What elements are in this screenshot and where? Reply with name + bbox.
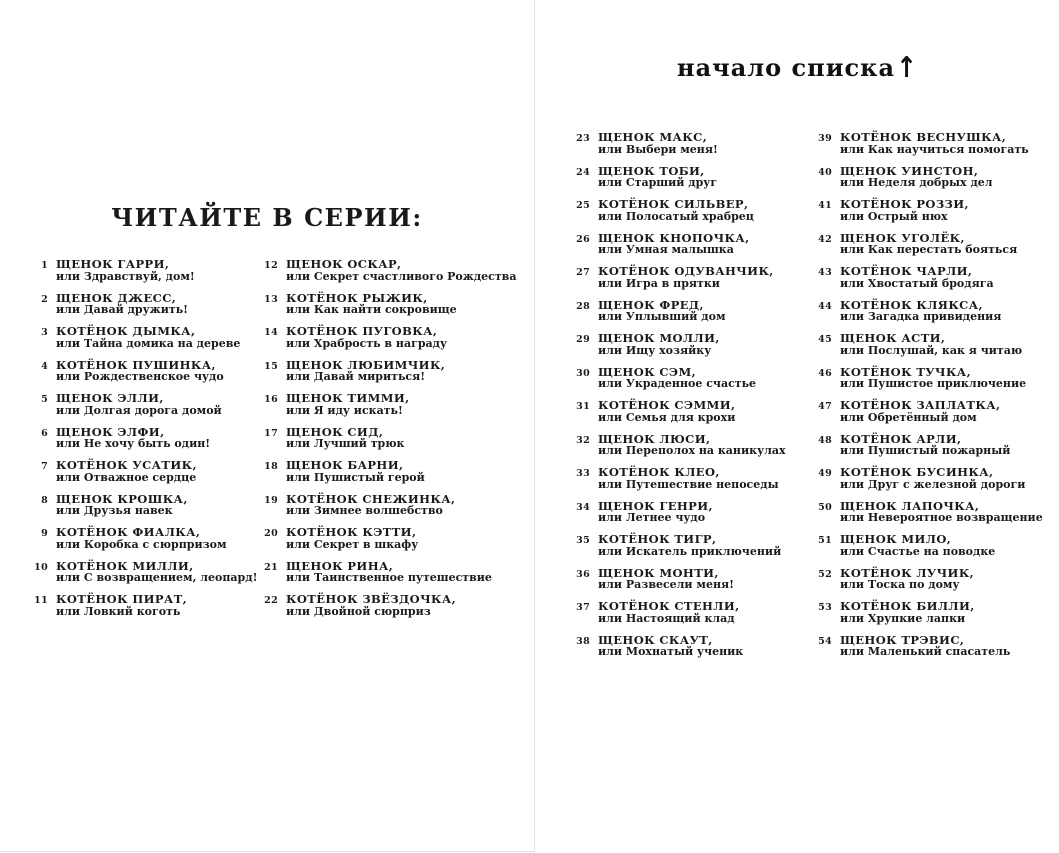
- entry-text: [840, 366, 1057, 391]
- entry-text: [840, 399, 1057, 424]
- series-entry: [812, 265, 1057, 290]
- entry-title: ЩЕНОК УГОЛЁК,: [840, 230, 965, 245]
- entry-number: 32: [576, 434, 590, 446]
- series-entry: [258, 593, 510, 618]
- right-page: [536, 0, 1059, 853]
- entry-subtitle: или Настоящий клад: [598, 611, 735, 625]
- series-entry: [570, 299, 810, 324]
- entry-title: КОТЁНОК ЗВЁЗДОЧКА,: [286, 592, 456, 606]
- entry-title: КОТЁНОК ОДУВАНЧИК,: [598, 264, 774, 278]
- entry-number: 30: [576, 367, 590, 379]
- entry-subtitle: или Острый нюх: [840, 209, 948, 223]
- entry-title: ЩЕНОК СЭМ,: [598, 364, 697, 379]
- entry-text: [598, 198, 810, 223]
- series-entry: [258, 426, 510, 451]
- series-entry: [570, 500, 810, 525]
- entry-text: [840, 433, 1057, 458]
- entry-title: ЩЕНОК ТОБИ,: [598, 163, 705, 178]
- entry-title: ЩЕНОК СКАУТ,: [598, 632, 713, 647]
- entry-title: ЩЕНОК КНОПОЧКА,: [598, 230, 750, 245]
- series-entry: [570, 567, 810, 592]
- entry-number: 1: [41, 260, 48, 271]
- entry-number: 46: [818, 367, 832, 379]
- entry-text: [56, 258, 254, 283]
- entry-subtitle: или Хвостатый бродяга: [840, 276, 994, 290]
- series-entry: [258, 292, 510, 317]
- entry-number: 23: [576, 133, 590, 144]
- entry-number: 6: [41, 427, 48, 439]
- series-entry: [258, 560, 510, 585]
- entry-title: КОТЁНОК ТИГР,: [598, 532, 717, 546]
- entry-text: [56, 359, 254, 384]
- entry-text: [598, 634, 810, 659]
- series-entry: [570, 366, 810, 391]
- entry-text: [598, 567, 810, 592]
- entry-text: [598, 600, 810, 625]
- entry-title: КОТЁНОК ФИАЛКА,: [56, 525, 201, 539]
- entry-number: 15: [264, 360, 278, 372]
- entry-title: КОТЁНОК ДЫМКА,: [56, 324, 196, 338]
- entry-subtitle: или Путешествие непоседы: [598, 477, 779, 491]
- series-entry: [28, 292, 254, 317]
- entry-text: [286, 359, 510, 384]
- entry-text: [56, 392, 254, 417]
- entry-subtitle: или Рождественское чудо: [56, 370, 224, 383]
- entry-text: [840, 232, 1057, 257]
- entry-number: 38: [576, 635, 590, 647]
- entry-subtitle: или Умная малышка: [598, 243, 734, 256]
- entry-title: ЩЕНОК ЭЛЛИ,: [56, 391, 164, 405]
- entry-number: 9: [41, 528, 48, 539]
- entry-title: КОТЁНОК КЛЕО,: [598, 465, 720, 479]
- entry-number: 5: [41, 394, 48, 405]
- entry-number: 21: [264, 561, 278, 573]
- series-entry: [28, 325, 254, 350]
- series-entry: [28, 459, 254, 484]
- entry-title: ЩЕНОК ФРЕД,: [598, 297, 704, 312]
- entry-text: [598, 131, 810, 156]
- series-entry: [570, 165, 810, 190]
- entry-text: [286, 459, 510, 484]
- entry-title: ЩЕНОК ЛЮБИМЧИК,: [286, 357, 446, 372]
- right-page-column-2: [812, 131, 1057, 667]
- entry-text: [840, 634, 1057, 659]
- series-entry: [812, 634, 1057, 659]
- series-entry: [570, 433, 810, 458]
- entry-number: 51: [818, 535, 832, 546]
- entry-subtitle: или Невероятное возвращение: [840, 511, 1043, 524]
- entry-subtitle: или Пушистое приключение: [840, 377, 1027, 390]
- series-entry: [812, 332, 1057, 357]
- entry-title: ЩЕНОК ДЖЕСС,: [56, 290, 177, 305]
- entry-number: 16: [264, 394, 278, 405]
- entry-number: 2: [41, 293, 48, 305]
- entry-text: [598, 466, 810, 491]
- entry-subtitle: или Послушай, как я читаю: [840, 343, 1023, 357]
- entry-number: 50: [818, 501, 832, 513]
- entry-title: ЩЕНОК ТРЭВИС,: [840, 632, 965, 647]
- entry-title: КОТЁНОК ПИРАТ,: [56, 592, 188, 606]
- entry-text: [286, 325, 510, 350]
- entry-title: КОТЁНОК СТЕНЛИ,: [598, 599, 740, 613]
- entry-text: [598, 533, 810, 558]
- series-entry: [812, 232, 1057, 257]
- entry-text: [286, 560, 510, 585]
- series-entry: [570, 131, 810, 156]
- entry-title: ЩЕНОК РИНА,: [286, 558, 394, 573]
- entry-subtitle: или Игра в прятки: [598, 276, 720, 290]
- entry-subtitle: или Не хочу быть один!: [56, 437, 211, 450]
- entry-title: КОТЁНОК КЛЯКСА,: [840, 297, 983, 312]
- entry-title: КОТЁНОК УСАТИК,: [56, 458, 197, 472]
- entry-number: 7: [41, 461, 48, 472]
- entry-text: [840, 466, 1057, 491]
- entry-number: 40: [818, 166, 832, 178]
- entry-number: 36: [576, 568, 590, 580]
- series-entry: [28, 426, 254, 451]
- entry-text: [56, 526, 254, 551]
- entry-number: 43: [818, 267, 832, 278]
- entry-subtitle: или Пушистый герой: [286, 470, 425, 484]
- series-entry: [28, 359, 254, 384]
- entry-number: 14: [264, 327, 278, 338]
- entry-text: [840, 165, 1057, 190]
- entry-text: [840, 500, 1057, 525]
- series-entry: [812, 600, 1057, 625]
- series-entry: [812, 366, 1057, 391]
- entry-subtitle: или Зимнее волшебство: [286, 504, 443, 517]
- entry-subtitle: или Друг с железной дороги: [840, 477, 1026, 491]
- entry-subtitle: или Коробка с сюрпризом: [56, 537, 227, 551]
- series-entry: [570, 634, 810, 659]
- entry-title: КОТЁНОК ЛУЧИК,: [840, 565, 975, 580]
- entry-subtitle: или С возвращением, леопард!: [56, 571, 258, 584]
- entry-subtitle: или Отважное сердце: [56, 470, 197, 484]
- entry-number: 39: [818, 133, 832, 144]
- right-page-column-1: [570, 131, 810, 667]
- entry-text: [598, 165, 810, 190]
- series-entry: [258, 325, 510, 350]
- entry-title: ЩЕНОК АСТИ,: [840, 331, 946, 345]
- entry-title: КОТЁНОК СНЕЖИНКА,: [286, 491, 456, 506]
- entry-number: 34: [576, 501, 590, 513]
- entry-text: [598, 366, 810, 391]
- entry-subtitle: или Секрет в шкафу: [286, 537, 419, 551]
- entry-text: [56, 325, 254, 350]
- entry-number: 12: [264, 260, 278, 271]
- entry-title: ЩЕНОК ТИММИ,: [286, 391, 410, 405]
- entry-title: КОТЁНОК ПУШИНКА,: [56, 357, 216, 372]
- entry-title: ЩЕНОК МИЛО,: [840, 532, 952, 546]
- entry-subtitle: или Таинственное путешествие: [286, 571, 492, 584]
- series-entry: [570, 265, 810, 290]
- list-start-label: начало списка: [677, 53, 896, 82]
- entry-number: 26: [576, 233, 590, 245]
- entry-subtitle: или Тайна домика на дереве: [56, 336, 241, 350]
- entry-number: 25: [576, 200, 590, 211]
- entry-text: [840, 299, 1057, 324]
- entry-text: [598, 265, 810, 290]
- entry-subtitle: или Мохнатый ученик: [598, 645, 744, 658]
- entry-subtitle: или Секрет счастливого Рождества: [286, 269, 517, 283]
- entry-number: 3: [41, 327, 48, 338]
- series-entry: [258, 459, 510, 484]
- series-entry: [812, 466, 1057, 491]
- entry-number: 41: [818, 200, 832, 211]
- entry-subtitle: или Пушистый пожарный: [840, 444, 1011, 457]
- entry-subtitle: или Летнее чудо: [598, 511, 706, 524]
- entry-title: КОТЁНОК СИЛЬВЕР,: [598, 197, 749, 211]
- entry-title: ЩЕНОК ЭЛФИ,: [56, 424, 165, 439]
- entry-title: ЩЕНОК ГАРРИ,: [56, 257, 170, 271]
- entry-title: ЩЕНОК СИД,: [286, 424, 384, 439]
- entry-number: 20: [264, 528, 278, 539]
- entry-text: [840, 198, 1057, 223]
- entry-subtitle: или Давай дружить!: [56, 303, 189, 316]
- entry-subtitle: или Хрупкие лапки: [840, 611, 966, 625]
- entry-title: КОТЁНОК ЧАРЛИ,: [840, 264, 973, 278]
- entry-text: [598, 232, 810, 257]
- left-page-column-1: [28, 257, 258, 627]
- entry-title: ЩЕНОК УИНСТОН,: [840, 163, 979, 178]
- entry-subtitle: или Двойной сюрприз: [286, 604, 431, 618]
- entry-number: 53: [818, 602, 832, 613]
- series-entry: [258, 493, 510, 518]
- entry-title: КОТЁНОК ВЕСНУШКА,: [840, 130, 1007, 144]
- entry-subtitle: или Ищу хозяйку: [598, 343, 712, 357]
- entry-title: КОТЁНОК БУСИНКА,: [840, 465, 994, 479]
- entry-number: 18: [264, 461, 278, 472]
- entry-text: [840, 265, 1057, 290]
- entry-title: ЩЕНОК ЛАПОЧКА,: [840, 498, 980, 513]
- entry-number: 45: [818, 334, 832, 345]
- series-entry: [28, 558, 258, 585]
- entry-title: ЩЕНОК МОЛЛИ,: [598, 331, 720, 345]
- entry-subtitle: или Обретённый дом: [840, 410, 977, 424]
- left-page-column-2: [258, 257, 517, 627]
- entry-subtitle: или Храбрость в награду: [286, 336, 448, 350]
- entry-text: [840, 533, 1057, 558]
- entry-subtitle: или Друзья навек: [56, 504, 173, 517]
- entry-number: 22: [264, 595, 278, 606]
- entry-number: 49: [818, 468, 832, 479]
- entry-subtitle: или Старший друг: [598, 176, 718, 189]
- entry-subtitle: или Переполох на каникулах: [598, 444, 786, 457]
- entry-subtitle: или Долгая дорога домой: [56, 403, 222, 417]
- entry-title: КОТЁНОК МИЛЛИ,: [56, 558, 194, 573]
- entry-text: [598, 299, 810, 324]
- entry-text: [598, 399, 810, 424]
- entry-text: [286, 493, 510, 518]
- entry-number: 44: [818, 300, 832, 312]
- entry-subtitle: или Как найти сокровище: [286, 303, 457, 316]
- entry-title: ЩЕНОК ГЕНРИ,: [598, 498, 713, 513]
- entry-title: ЩЕНОК КРОШКА,: [56, 491, 188, 506]
- entry-text: [286, 593, 510, 618]
- entry-title: КОТЁНОК АРЛИ,: [840, 431, 962, 446]
- series-entry: [570, 332, 810, 357]
- entry-number: 28: [576, 300, 590, 312]
- entry-subtitle: или Семья для крохи: [598, 410, 736, 424]
- entry-number: 24: [576, 166, 590, 178]
- entry-title: КОТЁНОК ТУЧКА,: [840, 364, 971, 379]
- series-entry: [812, 399, 1057, 424]
- series-entry: [258, 392, 510, 417]
- entry-title: КОТЁНОК ПУГОВКА,: [286, 324, 438, 338]
- series-entry: [28, 593, 254, 618]
- series-entry: [812, 567, 1057, 592]
- entry-number: 10: [34, 561, 48, 573]
- entry-text: [286, 292, 510, 317]
- entry-subtitle: или Выбери меня!: [598, 142, 718, 156]
- entry-text: [286, 426, 510, 451]
- entry-subtitle: или Искатель приключений: [598, 544, 782, 558]
- entry-subtitle: или Загадка привидения: [840, 310, 1002, 323]
- list-start-link[interactable]: [536, 50, 1059, 84]
- entry-subtitle: или Здравствуй, дом!: [56, 269, 195, 283]
- series-entry: [812, 433, 1057, 458]
- entry-number: 52: [818, 568, 832, 580]
- entry-text: [598, 500, 810, 525]
- entry-text: [56, 459, 254, 484]
- entry-subtitle: или Как перестать бояться: [840, 243, 1018, 256]
- series-title: ЧИТАЙТЕ В СЕРИИ:: [111, 203, 423, 232]
- entry-title: КОТЁНОК БИЛЛИ,: [840, 599, 975, 613]
- entry-text: [598, 433, 810, 458]
- series-entry: [258, 359, 510, 384]
- entry-text: [56, 426, 254, 451]
- entry-subtitle: или Ловкий коготь: [56, 604, 181, 618]
- series-entry: [570, 198, 810, 223]
- series-entry: [28, 392, 254, 417]
- series-entry: [28, 258, 254, 283]
- entry-subtitle: или Как научиться помогать: [840, 142, 1029, 156]
- entry-number: 29: [576, 334, 590, 345]
- entry-number: 42: [818, 233, 832, 245]
- entry-subtitle: или Неделя добрых дел: [840, 176, 993, 189]
- entry-title: ЩЕНОК МАКС,: [598, 130, 708, 144]
- entry-number: 33: [576, 468, 590, 479]
- series-entry: [812, 165, 1057, 190]
- entry-title: ЩЕНОК МОНТИ,: [598, 565, 719, 580]
- entry-title: КОТЁНОК КЭТТИ,: [286, 525, 417, 539]
- entry-text: [56, 493, 254, 518]
- entry-text: [598, 332, 810, 357]
- entry-number: 11: [34, 595, 48, 606]
- series-entry: [258, 526, 510, 551]
- entry-subtitle: или Развесели меня!: [598, 578, 734, 591]
- entry-title: ЩЕНОК ОСКАР,: [286, 257, 402, 271]
- entry-subtitle: или Тоска по дому: [840, 578, 960, 591]
- entry-number: 17: [264, 427, 278, 439]
- entry-number: 13: [264, 293, 278, 305]
- entry-text: [840, 567, 1057, 592]
- entry-number: 8: [41, 494, 48, 506]
- entry-text: [840, 332, 1057, 357]
- entry-number: 54: [818, 635, 832, 647]
- entry-subtitle: или Полосатый храбрец: [598, 209, 754, 223]
- entry-text: [56, 560, 257, 585]
- entry-subtitle: или Лучший трюк: [286, 437, 405, 450]
- entry-text: [286, 258, 516, 283]
- series-entry: [812, 500, 1057, 525]
- series-entry: [570, 466, 810, 491]
- entry-subtitle: или Я иду искать!: [286, 403, 403, 417]
- entry-text: [56, 292, 254, 317]
- entry-text: [840, 600, 1057, 625]
- entry-subtitle: или Маленький спасатель: [840, 645, 1011, 658]
- entry-title: ЩЕНОК ЛЮСИ,: [598, 431, 711, 446]
- series-entry: [570, 399, 810, 424]
- entry-text: [286, 526, 510, 551]
- entry-title: КОТЁНОК ЗАПЛАТКА,: [840, 398, 1001, 412]
- entry-number: 37: [576, 602, 590, 613]
- series-entry: [570, 533, 810, 558]
- series-entry: [28, 526, 254, 551]
- entry-text: [286, 392, 510, 417]
- entry-subtitle: или Счастье на поводке: [840, 544, 996, 558]
- series-entry: [258, 257, 517, 283]
- up-arrow-icon: ↑: [896, 50, 918, 84]
- series-entry: [812, 198, 1057, 223]
- entry-subtitle: или Давай мириться!: [286, 370, 426, 383]
- entry-number: 4: [41, 360, 48, 372]
- entry-title: ЩЕНОК БАРНИ,: [286, 458, 404, 472]
- series-entry: [812, 131, 1057, 156]
- entry-title: КОТЁНОК РОЗЗИ,: [840, 197, 969, 211]
- entry-number: 35: [576, 535, 590, 546]
- series-entry: [812, 533, 1057, 558]
- entry-number: 31: [576, 401, 590, 412]
- series-entry: [812, 299, 1057, 324]
- series-entry: [28, 493, 254, 518]
- series-entry: [570, 232, 810, 257]
- entry-text: [840, 131, 1057, 156]
- series-entry: [570, 600, 810, 625]
- entry-subtitle: или Уплывший дом: [598, 310, 726, 323]
- entry-number: 47: [818, 401, 832, 412]
- entry-title: КОТЁНОК РЫЖИК,: [286, 290, 428, 305]
- entry-number: 19: [264, 494, 278, 506]
- entry-text: [56, 593, 254, 618]
- entry-number: 27: [576, 267, 590, 278]
- entry-title: КОТЁНОК СЭММИ,: [598, 398, 736, 412]
- entry-subtitle: или Украденное счастье: [598, 377, 757, 390]
- entry-number: 48: [818, 434, 832, 446]
